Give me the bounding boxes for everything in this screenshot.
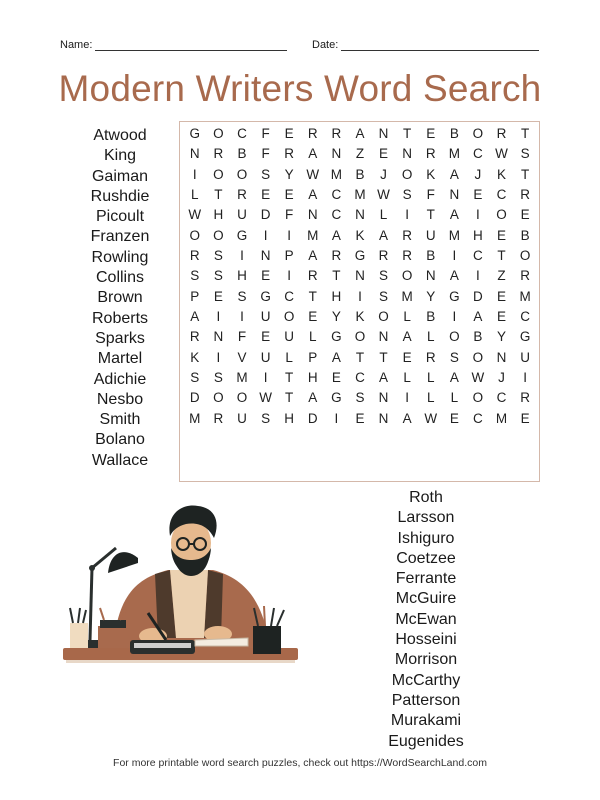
word-list-item: Hosseini (395, 631, 457, 649)
grid-cell: T (308, 288, 317, 304)
grid-cell: C (473, 146, 483, 162)
grid-cell: N (378, 126, 389, 141)
grid-cell: I (405, 207, 410, 223)
grid-cell: H (331, 288, 342, 304)
grid-cell: L (309, 329, 317, 345)
grid-cell: O (449, 329, 460, 345)
grid-cell: C (520, 309, 530, 325)
grid-cell: A (402, 410, 412, 426)
grid-cell: A (402, 329, 412, 345)
grid-cell: M (401, 288, 413, 304)
grid-cell: T (520, 126, 530, 141)
grid-cell: R (425, 349, 436, 365)
grid-cell: I (216, 309, 221, 325)
word-list-item: Sparks (95, 329, 145, 347)
word-list-item: McCarthy (391, 671, 461, 689)
grid-cell: R (189, 248, 200, 264)
grid-cell: L (450, 390, 459, 406)
grid-cell: S (402, 187, 412, 203)
grid-cell: H (237, 268, 247, 284)
grid-cell: N (425, 268, 436, 284)
grid-cell: M (448, 146, 460, 162)
word-list-item: Eugenides (388, 732, 464, 750)
word-list-item: Wallace (91, 451, 149, 469)
grid-cell: M (307, 227, 319, 243)
grid-cell: R (284, 146, 295, 162)
grid-cell: E (497, 227, 507, 243)
word-list-item: Franzen (90, 228, 150, 246)
grid-cell: N (355, 207, 365, 223)
grid-cell: S (379, 288, 389, 304)
grid-cell: H (473, 227, 483, 243)
grid-cell: E (520, 410, 530, 426)
grid-cell: K (497, 166, 507, 182)
grid-cell: E (497, 309, 507, 325)
grid-cell: C (496, 187, 507, 203)
grid-cell: S (190, 268, 200, 284)
grid-cell: N (402, 146, 413, 162)
grid-cell: U (284, 329, 295, 345)
name-label: Name: (60, 39, 93, 51)
grid-cell: D (307, 410, 318, 426)
grid-cell: T (214, 187, 223, 203)
grid-cell: O (401, 268, 413, 284)
grid-cell: B (237, 146, 247, 162)
grid-cell: A (473, 309, 483, 325)
grid-cell: M (236, 370, 248, 386)
grid-cell: E (355, 410, 365, 426)
grid-cell: Z (355, 146, 365, 162)
grid-cell: S (213, 268, 223, 284)
grid-cell: L (285, 349, 293, 365)
grid-cell: M (448, 227, 460, 243)
word-list-item: Nesbo (96, 390, 144, 408)
grid-cell: U (260, 349, 271, 365)
date-label: Date: (312, 39, 339, 51)
grid-cell: C (473, 248, 483, 264)
grid-cell: R (237, 187, 247, 203)
grid-cell: N (378, 410, 389, 426)
word-list-item: Roberts (91, 309, 149, 327)
grid-cell: M (495, 410, 508, 426)
grid-cell: T (332, 268, 341, 284)
word-list-item: Smith (99, 411, 141, 429)
word-list-item: McGuire (395, 590, 457, 608)
word-list-item: Collins (95, 269, 144, 287)
grid-cell: K (355, 227, 365, 243)
grid-cell: E (331, 370, 341, 386)
grid-cell: T (379, 349, 388, 365)
grid-cell: S (355, 390, 365, 406)
grid-cell: O (213, 227, 224, 243)
grid-cell: T (426, 207, 435, 223)
grid-cell: U (237, 207, 247, 223)
grid-cell: C (237, 126, 247, 141)
word-search-grid (179, 121, 540, 482)
grid-cell: S (520, 146, 530, 162)
word-list-item: King (103, 147, 137, 165)
grid-cell: E (308, 309, 318, 325)
grid-cell: E (497, 288, 507, 304)
grid-cell: S (379, 268, 389, 284)
grid-cell: I (476, 207, 480, 223)
grid-cell: A (355, 126, 365, 141)
grid-cell: C (473, 410, 483, 426)
grid-cell: G (331, 390, 342, 406)
word-list-item: Rowling (91, 248, 149, 266)
word-list-item: Bolano (95, 431, 145, 449)
grid-cell: U (520, 349, 530, 365)
grid-cell: M (519, 288, 531, 304)
grid-cell: E (449, 410, 459, 426)
grid-cell: O (472, 126, 484, 141)
grid-cell: K (355, 309, 365, 325)
grid-cell: P (190, 288, 200, 304)
grid-cell: A (308, 146, 318, 162)
grid-cell: I (476, 268, 480, 284)
grid-cell: O (496, 207, 507, 223)
grid-cell: R (331, 126, 342, 141)
word-list-left (70, 126, 170, 471)
grid-cell: R (520, 390, 530, 406)
grid-cell: O (354, 329, 366, 345)
grid-cell: B (449, 126, 459, 141)
word-list-item: McEwan (395, 610, 457, 628)
grid-cell: I (358, 288, 362, 304)
grid-cell: C (496, 390, 507, 406)
grid-cell: N (260, 248, 271, 264)
grid-cell: F (426, 187, 435, 203)
grid-cell: Y (284, 166, 294, 182)
grid-cell: A (379, 370, 389, 386)
grid-cell: R (402, 227, 413, 243)
grid-cell: H (307, 370, 318, 386)
grid-cell: R (331, 248, 342, 264)
grid-cell: W (471, 370, 485, 386)
grid-cell: R (378, 248, 389, 264)
grid-cell: O (401, 166, 413, 182)
grid-cell: Y (331, 309, 341, 325)
grid-cell: E (426, 126, 436, 141)
grid-cell: S (237, 288, 247, 304)
grid-cell: O (213, 126, 224, 141)
grid-cell: N (189, 146, 200, 162)
grid-cell: O (236, 390, 248, 406)
grid-cell: L (426, 390, 435, 406)
grid-cell: I (263, 370, 268, 386)
grid-cell: L (403, 370, 411, 386)
grid-cell: F (261, 126, 270, 141)
word-list-item: Morrison (394, 651, 458, 669)
grid-cell: D (473, 288, 483, 304)
grid-cell: G (260, 288, 271, 304)
grid-cell: E (261, 329, 271, 345)
grid-cell: I (287, 268, 292, 284)
grid-cell: I (216, 349, 221, 365)
grid-cell: K (426, 166, 436, 182)
grid-cell: K (190, 349, 200, 365)
grid-cell: A (331, 349, 341, 365)
grid-cell: R (189, 329, 200, 345)
word-list-item: Coetzee (396, 549, 456, 567)
grid-cell: T (355, 349, 365, 365)
grid-cell: N (355, 268, 365, 284)
word-list-item: Martel (97, 350, 143, 368)
header-fields (60, 38, 540, 54)
grid-cell: T (285, 370, 294, 386)
grid-cell: S (261, 410, 271, 426)
grid-cell: N (449, 187, 460, 203)
grid-cell: M (189, 410, 201, 426)
footer-note: For more printable word search puzzles, check out https://WordSearchLand.com (113, 757, 487, 769)
grid-cell: S (449, 349, 459, 365)
word-list-right (376, 488, 476, 752)
grid-cell: R (213, 146, 224, 162)
grid-cell: T (520, 166, 530, 182)
grid-cell: C (331, 187, 342, 203)
grid-cell: I (240, 309, 244, 325)
word-list-item: Murakami (390, 712, 462, 730)
grid-cell: U (237, 410, 247, 426)
word-list-item: Picoult (95, 208, 145, 226)
grid-cell: W (377, 187, 390, 203)
grid-cell: E (261, 268, 271, 284)
grid-cell: N (496, 349, 507, 365)
grid-cell: I (192, 166, 197, 182)
name-line (95, 38, 287, 51)
grid-cell: G (236, 227, 248, 243)
grid-cell: O (236, 166, 248, 182)
grid-cell: A (331, 227, 341, 243)
grid-cell: R (307, 126, 318, 141)
grid-cell: O (472, 349, 484, 365)
grid-cell: B (426, 309, 436, 325)
grid-cell: T (403, 126, 412, 141)
grid-cell: D (260, 207, 271, 223)
grid-cell: B (426, 248, 436, 264)
grid-cell: R (496, 126, 507, 141)
grid-cell: R (425, 146, 436, 162)
grid-cell: T (285, 390, 294, 406)
grid-cell: E (473, 187, 483, 203)
word-list-item: Gaiman (91, 167, 149, 185)
grid-cell: A (449, 207, 459, 223)
grid-cell: D (189, 390, 200, 406)
grid-cell: I (452, 248, 457, 264)
word-list-item: Patterson (391, 691, 461, 709)
grid-cell: R (402, 248, 413, 264)
grid-cell: O (378, 309, 389, 325)
grid-cell: A (308, 390, 318, 406)
grid-cell: I (287, 227, 292, 243)
word-list-item: Atwood (93, 127, 147, 144)
grid-cell: J (474, 166, 482, 182)
word-list-item: Adichie (93, 370, 147, 388)
grid-cell: N (378, 390, 389, 406)
grid-cell: A (379, 227, 389, 243)
grid-cell: O (519, 248, 531, 264)
grid-cell: E (284, 187, 294, 203)
grid-cell: M (330, 166, 342, 182)
grid-letters (183, 124, 537, 429)
grid-cell: G (519, 329, 531, 345)
page-title: Modern Writers Word Search (58, 68, 542, 109)
grid-cell: G (189, 126, 201, 141)
grid-cell: O (472, 390, 484, 406)
grid-cell: W (188, 207, 202, 223)
word-list-item: Roth (409, 489, 443, 506)
grid-cell: E (520, 207, 530, 223)
grid-cell: U (425, 227, 436, 243)
grid-cell: E (402, 349, 412, 365)
grid-cell: C (284, 288, 295, 304)
grid-cell: I (240, 248, 244, 264)
writer-at-desk-icon (58, 498, 303, 673)
grid-cell: N (213, 329, 224, 345)
grid-cell: N (378, 329, 389, 345)
grid-cell: A (308, 187, 318, 203)
grid-cell: H (213, 207, 224, 223)
word-list-item: Ishiguro (397, 529, 455, 547)
grid-cell: E (284, 126, 294, 141)
grid-cell: F (285, 207, 294, 223)
grid-cell: U (260, 309, 271, 325)
grid-cell: F (261, 146, 270, 162)
word-list-item: Larsson (397, 509, 455, 527)
writer-illustration (58, 498, 303, 673)
grid-cell: B (473, 329, 483, 345)
grid-cell: W (306, 166, 320, 182)
grid-cell: S (213, 248, 223, 264)
grid-cell: R (307, 268, 318, 284)
word-list-item: Rushdie (90, 187, 150, 205)
grid-cell: N (307, 207, 318, 223)
grid-cell: H (284, 410, 295, 426)
grid-cell: O (213, 166, 224, 182)
grid-cell: S (213, 370, 223, 386)
grid-cell: C (331, 207, 342, 223)
grid-cell: E (379, 146, 389, 162)
grid-cell: E (261, 187, 271, 203)
grid-cell: S (261, 166, 271, 182)
grid-cell: J (380, 166, 387, 182)
grid-cell: O (283, 309, 295, 325)
grid-cell: A (308, 248, 318, 264)
grid-cell: F (237, 329, 247, 345)
grid-cell: Y (426, 288, 436, 304)
date-line (341, 38, 539, 51)
grid-cell: A (449, 268, 459, 284)
grid-cell: G (331, 329, 342, 345)
grid-cell: T (497, 248, 506, 264)
grid-cell: W (424, 410, 438, 426)
grid-cell: S (190, 370, 200, 386)
grid-cell: L (379, 207, 388, 223)
grid-cell: R (520, 187, 530, 203)
grid-cell: G (449, 288, 460, 304)
grid-cell: Y (497, 329, 507, 345)
grid-cell: M (354, 187, 366, 203)
grid-cell: L (426, 329, 435, 345)
grid-cell: I (334, 410, 339, 426)
grid-cell: B (355, 166, 365, 182)
date-field (312, 38, 539, 51)
grid-cell: J (498, 370, 505, 386)
grid-cell: P (308, 349, 318, 365)
word-list-item: Ferrante (395, 570, 457, 588)
grid-cell: R (520, 268, 530, 284)
name-field (60, 38, 287, 51)
grid-cell: O (213, 390, 224, 406)
grid-cell: B (520, 227, 530, 243)
grid-cell: W (495, 146, 508, 162)
grid-cell: I (263, 227, 268, 243)
grid-cell: L (191, 187, 199, 203)
grid-cell: O (189, 227, 201, 243)
grid-cell: I (405, 390, 410, 406)
word-list-item: Brown (97, 289, 143, 307)
grid-cell: P (284, 248, 294, 264)
grid-cell: L (403, 309, 411, 325)
grid-cell: L (426, 370, 435, 386)
grid-cell: E (213, 288, 223, 304)
grid-cell: Z (497, 268, 506, 284)
grid-cell: I (452, 309, 457, 325)
grid-cell: C (355, 370, 365, 386)
grid-cell: R (213, 410, 224, 426)
grid-cell: G (354, 248, 366, 264)
grid-cell: A (449, 370, 459, 386)
grid-cell: V (237, 349, 247, 365)
grid-cell: I (523, 370, 527, 386)
grid-cell: W (259, 390, 272, 406)
grid-cell: A (190, 309, 200, 325)
grid-cell: A (449, 166, 459, 182)
grid-cell: N (331, 146, 342, 162)
